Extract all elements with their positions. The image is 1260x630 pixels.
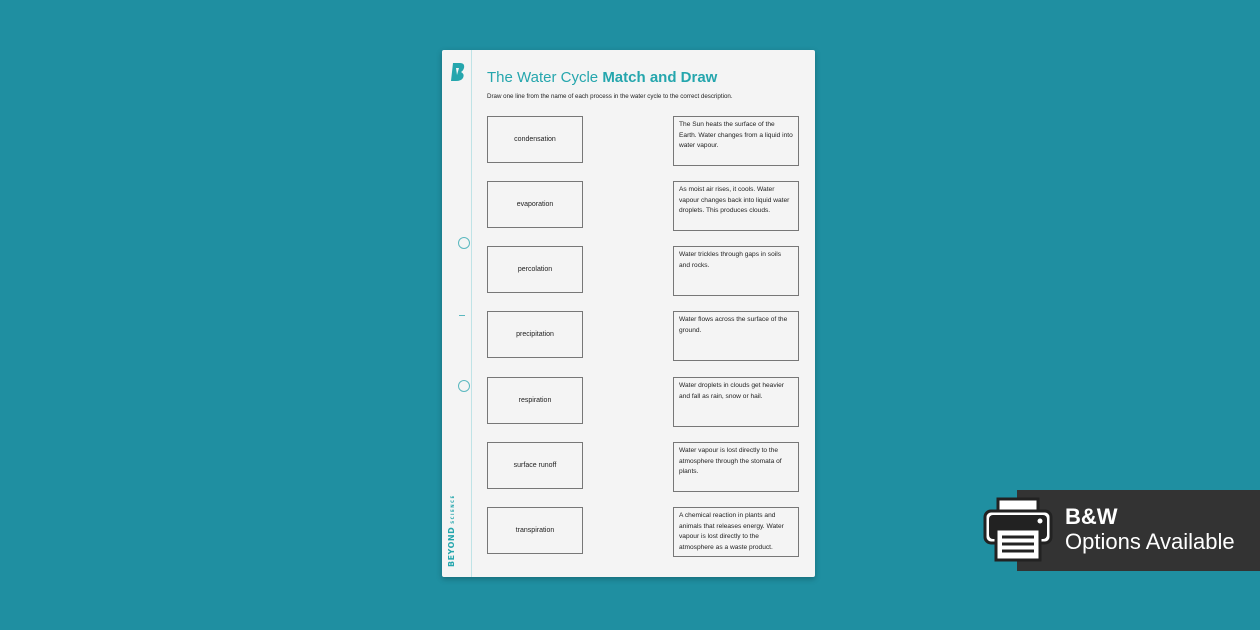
instructions: Draw one line from the name of each process in the water cycle to the correct description. [487, 93, 733, 100]
brand-logo-text: BEYONDSCIENCE [447, 494, 456, 567]
badge-title: B&W [1065, 504, 1118, 529]
badge-subtitle: Options Available [1065, 529, 1235, 554]
printer-icon [982, 497, 1054, 563]
process-box: evaporation [487, 181, 583, 228]
worksheet-page [442, 50, 815, 577]
description-box: Water flows across the surface of the ground. [673, 311, 799, 361]
punch-hole [458, 380, 470, 392]
process-box: precipitation [487, 311, 583, 358]
description-box: A chemical reaction in plants and animals that releases energy. Water vapour is lost directly to the atmosphere as a waste product. [673, 507, 799, 557]
beyond-logo-icon [450, 62, 466, 82]
description-box: As moist air rises, it cools. Water vapour changes back into liquid water droplets. This produces clouds. [673, 181, 799, 231]
title-part2: Match and Draw [602, 69, 718, 86]
margin-line [471, 50, 472, 577]
punch-hole [458, 237, 470, 249]
description-box: Water droplets in clouds get heavier and fall as rain, snow or hail. [673, 377, 799, 427]
process-box: condensation [487, 116, 583, 163]
title-part1: The Water Cycle [487, 69, 603, 86]
process-box: respiration [487, 377, 583, 424]
description-box: Water trickles through gaps in soils and rocks. [673, 246, 799, 296]
description-box: The Sun heats the surface of the Earth. Water changes from a liquid into water vapour. [673, 116, 799, 166]
page-title [487, 69, 717, 86]
description-box: Water vapour is lost directly to the atmosphere through the stomata of plants. [673, 442, 799, 492]
process-box: transpiration [487, 507, 583, 554]
process-box: percolation [487, 246, 583, 293]
process-box: surface runoff [487, 442, 583, 489]
fold-mark [459, 315, 465, 316]
